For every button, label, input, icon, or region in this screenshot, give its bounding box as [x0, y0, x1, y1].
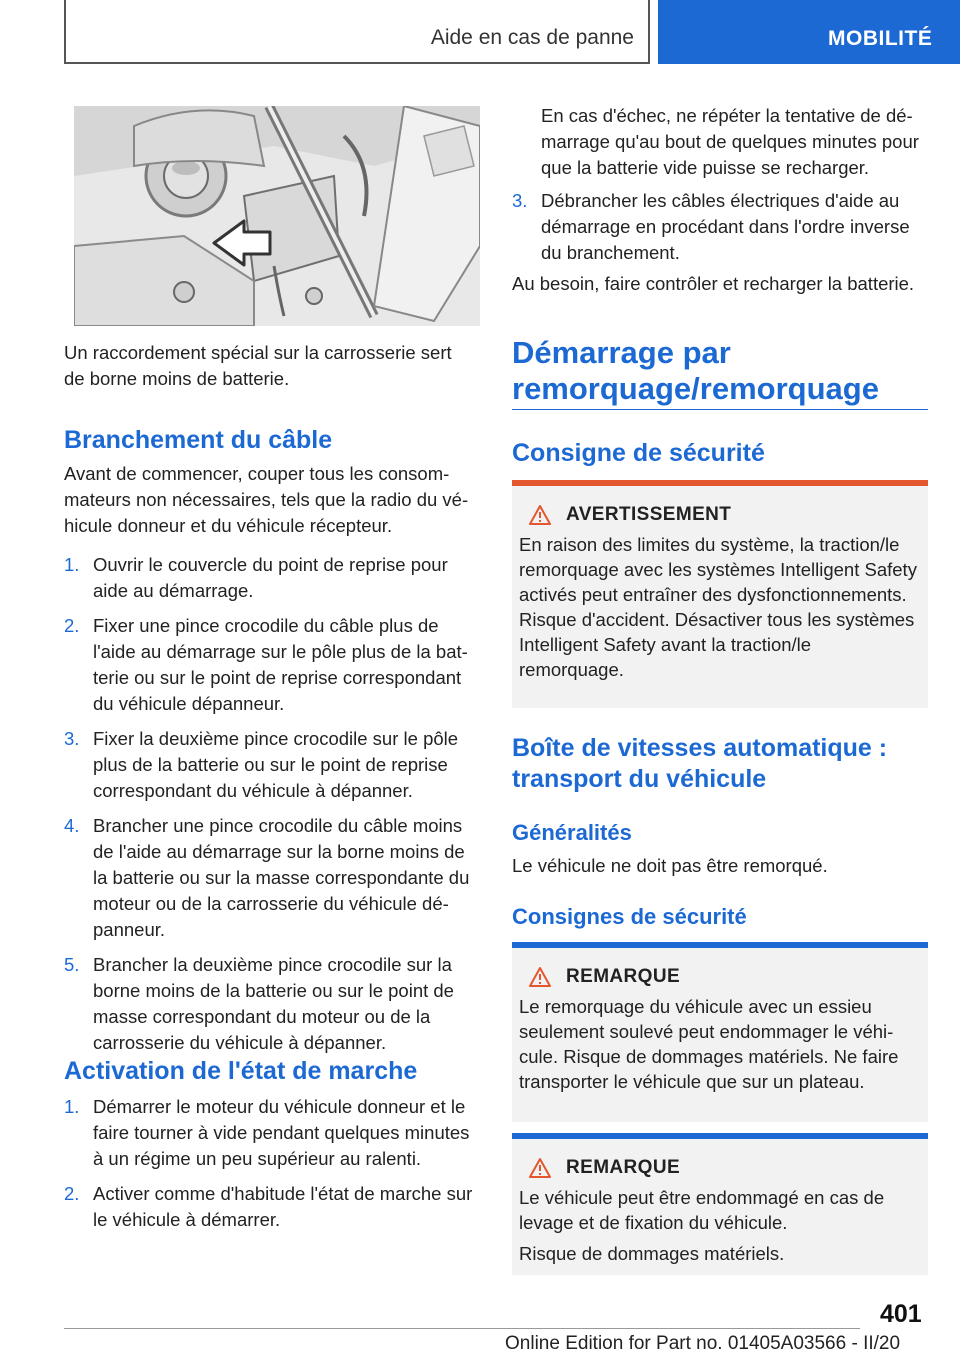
warning-triangle-icon	[528, 1157, 552, 1179]
header-section-title: Aide en cas de panne	[430, 26, 634, 49]
warning-label: AVERTISSEMENT	[566, 504, 732, 525]
list-item: 4. Brancher une pince crocodile du câble moins de l'aide au démarrage sur la borne moins de la batterie ou sur la masse correspondante du moteur ou de la carrosserie du véhicule dépanneur.	[64, 815, 470, 940]
image-caption: Un raccordement spécial sur la carrosserie sert de borne moins de batterie.	[64, 342, 452, 389]
edition-footer: Online Edition for Part no. 01405A03566 - II/20	[505, 1333, 901, 1354]
step-continuation: En cas d'échec, ne répéter la tentative de démarrage qu'au bout de quelques minutes pour que la batterie vide puisse se recharger.	[541, 105, 919, 178]
warning-text: En raison des limites du système, la traction/le remorquage avec les systèmes Intelligent Safety activés peut entraîner des dysfonctionnements. Risque d'accident. Désactiver tous les systèmes Intelligent Safety avant la traction/le remorquage.	[519, 534, 917, 680]
header-section-tab	[64, 0, 650, 64]
note-label: REMARQUE	[566, 1157, 681, 1178]
steps-list-cable	[64, 552, 480, 1056]
list-item: 2. Activer comme d'habitude l'état de marche sur le véhicule à démarrer.	[64, 1183, 473, 1230]
main-title-towing: Démarrage par remorquage/remorquage	[512, 335, 879, 406]
engine-bay-illustration	[74, 106, 480, 326]
steps-list-cont	[512, 188, 928, 266]
title-rule	[512, 409, 928, 410]
safety-title: Consigne de sécurité	[512, 439, 765, 467]
note-text: Le véhicule peut être endommagé en cas de levage et de fixation du véhicule.	[519, 1187, 885, 1233]
header-chapter-tab	[658, 0, 960, 64]
note-label: REMARQUE	[566, 966, 681, 987]
page-number: 401	[880, 1300, 922, 1328]
general-title: Généralités	[512, 820, 632, 845]
note-box-2	[512, 1133, 928, 1275]
warning-triangle-icon	[528, 504, 552, 526]
list-item: 3. Débrancher les câbles électriques d'aide au démarrage en procédant dans l'ordre inverse du branchement.	[512, 190, 910, 263]
gearbox-title: Boîte de vitesses automatique : transport du véhicule	[512, 734, 888, 793]
list-item: 2. Fixer une pince crocodile du câble plus de l'aide au démarrage sur le pôle plus de la batterie ou sur le point de reprise correspondant du véhicule dépanneur.	[64, 615, 468, 714]
section-title-cable: Branchement du câble	[64, 426, 333, 454]
list-item: 5. Brancher la deuxième pince crocodile sur la borne moins de la batterie ou sur le point de masse correspondant du moteur ou de la carrosserie du véhicule à dépanner.	[64, 954, 454, 1053]
note-box-1	[512, 942, 928, 1122]
safety2-title: Consignes de sécurité	[512, 904, 747, 929]
general-text: Le véhicule ne doit pas être remorqué.	[512, 855, 828, 876]
section-intro: Avant de commencer, couper tous les consommateurs non nécessaires, tels que la radio du véhicule donneur et du véhicule récepteur.	[64, 463, 469, 536]
section-title-activation: Activation de l'état de marche	[64, 1057, 418, 1085]
list-item: 1. Démarrer le moteur du véhicule donneur et le faire tourner à vide pendant quelques minutes à un régime un peu supérieur au ralenti.	[64, 1096, 470, 1169]
note-text: Le remorquage du véhicule avec un essieu seulement soulevé peut endommager le véhicule. Risque de dommages matériels. Ne faire transporter le véhicule que sur un plateau.	[519, 996, 899, 1092]
footer-divider	[64, 1328, 860, 1329]
battery-note: Au besoin, faire contrôler et recharger la batterie.	[512, 273, 915, 294]
header-chapter-title: MOBILITÉ	[828, 27, 933, 50]
warning-box	[512, 480, 928, 708]
steps-list-activation	[64, 1094, 480, 1233]
list-item: 3. Fixer la deuxième pince crocodile sur le pôle plus de la batterie ou sur le point de reprise correspondant du véhicule à dépanner.	[64, 728, 459, 801]
list-item: 1. Ouvrir le couvercle du point de reprise pour aide au démarrage.	[64, 554, 448, 601]
note-text: Risque de dommages matériels.	[519, 1243, 785, 1264]
warning-triangle-icon	[528, 966, 552, 988]
